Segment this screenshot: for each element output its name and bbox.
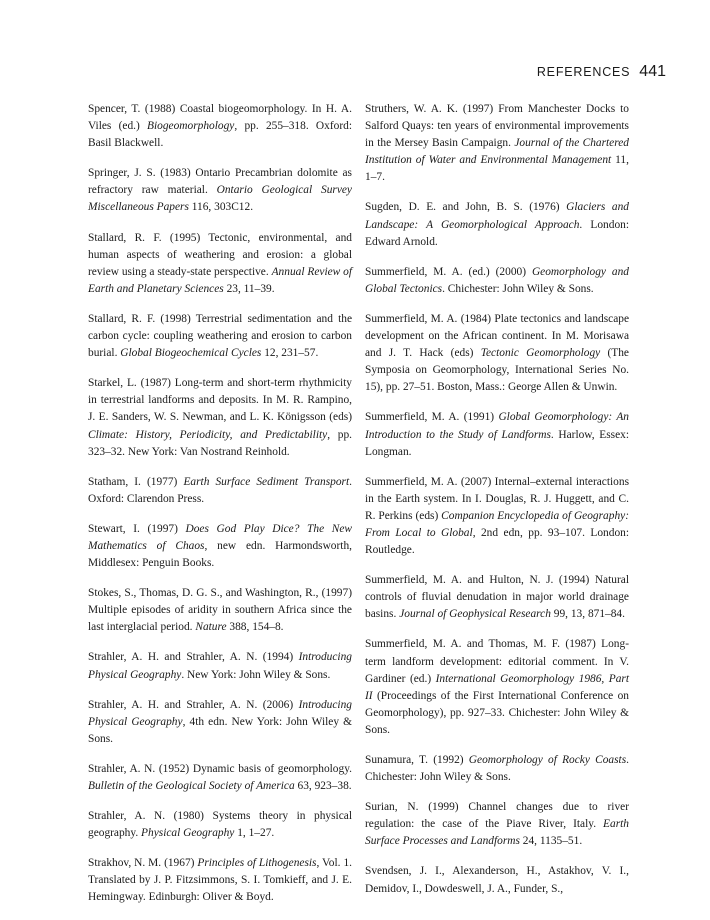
reference-entry xyxy=(365,101,629,186)
reference-entry xyxy=(88,165,352,216)
reference-text: Spencer, T. (1988) Coastal biogeomorphology. In H. A. Viles (ed.) xyxy=(88,103,352,133)
reference-text: 63, 923–38. xyxy=(294,780,352,792)
reference-text: Stallard, R. F. (1995) Tectonic, environmental, and human aspects of weathering and erosion: a global review using a steady-state perspective. xyxy=(88,231,352,278)
reference-entry xyxy=(365,863,629,897)
reference-text: (The Symposia on Geomorphology, International Series No. 15), pp. 27–51. Boston, Mass.: George Allen & Unwin. xyxy=(365,347,629,394)
reference-text: Stewart, I. (1997) xyxy=(88,522,186,535)
reference-title: Journal of Geophysical Research xyxy=(399,608,551,621)
reference-entry xyxy=(88,697,352,748)
reference-title: Geomorphology and Global Tectonics xyxy=(365,265,629,295)
reference-text: Sunamura, T. (1992) xyxy=(365,754,469,766)
reference-title: Does God Play Dice? The New Mathematics of Chaos xyxy=(88,522,352,552)
reference-text: 1, 1–27. xyxy=(234,827,275,840)
reference-entry xyxy=(365,264,629,298)
reference-title: Annual Review of Earth and Planetary Sciences xyxy=(88,265,352,295)
reference-text: , pp. 255–318. Oxford: Basil Blackwell. xyxy=(88,120,352,150)
reference-title: Journal of the Chartered Institution of Water and Environmental Management xyxy=(365,137,630,167)
reference-entry xyxy=(365,636,629,739)
reference-title: Tectonic Geomorphology xyxy=(480,347,601,360)
reference-entry xyxy=(365,199,629,250)
reference-title: Glaciers and Landscape: A Geomorphological Approach xyxy=(365,201,629,231)
reference-entry xyxy=(88,474,352,508)
reference-text: Stokes, S., Thomas, D. G. S., and Washington, R., (1997) Multiple episodes of aridity in southern Africa since the last interglacial period. xyxy=(88,587,352,634)
reference-entry xyxy=(365,799,629,850)
reference-text: . Oxford: Clarendon Press. xyxy=(88,475,352,505)
page-header xyxy=(537,63,666,83)
reference-title: Earth Surface Sediment Transport xyxy=(183,475,350,488)
reference-text: . New York: John Wiley & Sons. xyxy=(181,668,331,681)
reference-text: . London: Edward Arnold. xyxy=(365,218,629,248)
reference-title: Physical Geography xyxy=(141,827,235,840)
reference-entry xyxy=(88,761,352,795)
reference-text: (Proceedings of the First International Conference on Geomorphology), pp. 927–33. Chichester: John Wiley & Sons. xyxy=(365,689,629,736)
right-column xyxy=(365,101,629,911)
reference-entry xyxy=(88,375,352,460)
reference-title: Global Geomorphology: An Introduction to the Study of Landforms xyxy=(365,411,630,441)
reference-title: Companion Encyclopedia of Geography: From Local to Global xyxy=(365,509,629,539)
reference-text: 99, 13, 871–84. xyxy=(550,608,625,621)
reference-text: , pp. 323–32. New York: Van Nostrand Reinhold. xyxy=(88,428,352,458)
reference-text: Surian, N. (1999) Channel changes due to river regulation: the case of the Piave River, Italy. xyxy=(365,801,629,831)
reference-entry xyxy=(365,409,629,460)
reference-entry xyxy=(88,521,352,572)
reference-text: , 2nd edn, pp. 93–107. London: Routledge. xyxy=(365,526,629,557)
reference-text: Summerfield, M. A. (ed.) (2000) xyxy=(365,265,532,278)
reference-entry xyxy=(365,572,629,623)
reference-title: International Geomorphology 1986, Part II xyxy=(365,672,629,702)
reference-entry xyxy=(365,474,629,559)
reference-text: 116, 303C12. xyxy=(188,201,254,214)
reference-text: Starkel, L. (1987) Long-term and short-term rhythmicity in terrestrial landforms and deposits. In M. R. Rampino, J. E. Sanders, W. S. Newman, and L. K. Königsson (eds) xyxy=(88,377,352,424)
reference-title: Principles of Lithogenesis xyxy=(197,857,317,870)
reference-text: . Harlow, Essex: Longman. xyxy=(365,428,629,458)
reference-text: Summerfield, M. A. and Thomas, M. F. (1987) Long-term landform development: editorial comment. In V. Gardiner (ed.) xyxy=(365,638,629,685)
reference-text: Strahler, A. H. and Strahler, A. N. (2006) xyxy=(88,698,299,711)
reference-entry xyxy=(88,230,352,298)
reference-text: Statham, I. (1977) xyxy=(88,475,184,488)
page-number: 441 xyxy=(639,63,666,80)
left-column xyxy=(88,101,352,920)
reference-text: Summerfield, M. A. (1984) Plate tectonics and landscape development on the African continent. In M. Morisawa and J. T. Hack (eds) xyxy=(365,312,629,360)
reference-text: Stallard, R. F. (1998) Terrestrial sedimentation and the carbon cycle: coupling weathering and erosion to carbon burial. xyxy=(88,312,352,360)
reference-text: 11, 1–7. xyxy=(365,154,629,184)
reference-title: Bulletin of the Geological Society of America xyxy=(88,780,295,792)
reference-entry xyxy=(88,855,352,906)
reference-entry xyxy=(88,101,352,152)
reference-text: . Chichester: John Wiley & Sons. xyxy=(442,282,594,295)
reference-text: Strahler, A. N. (1980) Systems theory in physical geography. xyxy=(88,810,352,840)
reference-text: , Vol. 1. Translated by J. P. Fitzsimmons, S. I. Tomkieff, and J. E. Hemingway. Edinburgh: Oliver & Boyd. xyxy=(88,857,352,904)
reference-entry xyxy=(88,585,352,636)
reference-title: Earth Surface Processes and Landforms xyxy=(365,818,629,848)
reference-text: Strakhov, N. M. (1967) xyxy=(88,857,198,870)
reference-title: Geomorphology of Rocky Coasts xyxy=(468,754,627,766)
reference-text: 12, 231–57. xyxy=(261,347,319,360)
reference-title: Ontario Geological Survey Miscellaneous Papers xyxy=(88,184,352,214)
reference-text: Svendsen, J. I., Alexanderson, H., Astakhov, V. I., Demidov, I., Dowdeswell, J. A., Funder, S., xyxy=(365,865,629,895)
reference-title: Nature xyxy=(195,621,227,634)
reference-title: Introducing Physical Geography xyxy=(88,698,352,728)
reference-text: 24, 1135–51. xyxy=(519,835,583,848)
reference-text: Summerfield, M. A. (2007) Internal–external interactions in the Earth system. In I. Douglas, R. J. Huggett, and C. R. Perkins (eds) xyxy=(365,475,629,522)
reference-title: Introducing Physical Geography xyxy=(88,651,352,681)
reference-text: Springer, J. S. (1983) Ontario Precambrian dolomite as refractory raw material. xyxy=(88,167,352,197)
reference-text: Sugden, D. E. and John, B. S. (1976) xyxy=(365,201,567,214)
reference-text: Summerfield, M. A. and Hulton, N. J. (1994) Natural controls of fluvial denudation in major world drainage basins. xyxy=(365,574,629,621)
reference-entry xyxy=(88,311,352,362)
reference-title: Global Biogeochemical Cycles xyxy=(120,347,262,360)
reference-title: Biogeomorphology xyxy=(147,120,235,133)
reference-text: , 4th edn. New York: John Wiley & Sons. xyxy=(88,715,352,745)
reference-text: Struthers, W. A. K. (1997) From Manchester Docks to Salford Quays: ten years of environmental improvements in the Mersey Basin Campaign. xyxy=(365,103,629,150)
reference-entry xyxy=(365,311,629,396)
reference-entry xyxy=(365,752,629,786)
reference-text: 388, 154–8. xyxy=(226,621,284,634)
reference-entry xyxy=(88,649,352,683)
reference-text: Strahler, A. H. and Strahler, A. N. (1994) xyxy=(88,651,299,664)
reference-text: . Chichester: John Wiley & Sons. xyxy=(365,754,629,784)
reference-text: Summerfield, M. A. (1991) xyxy=(365,411,499,424)
reference-entry xyxy=(88,808,352,842)
reference-text: 23, 11–39. xyxy=(223,282,275,295)
reference-text: , new edn. Harmondsworth, Middlesex: Penguin Books. xyxy=(88,539,352,570)
running-head: REFERENCES xyxy=(536,65,631,79)
reference-title: Climate: History, Periodicity, and Predictability xyxy=(88,428,328,441)
reference-text: Strahler, A. N. (1952) Dynamic basis of geomorphology. xyxy=(88,762,352,775)
